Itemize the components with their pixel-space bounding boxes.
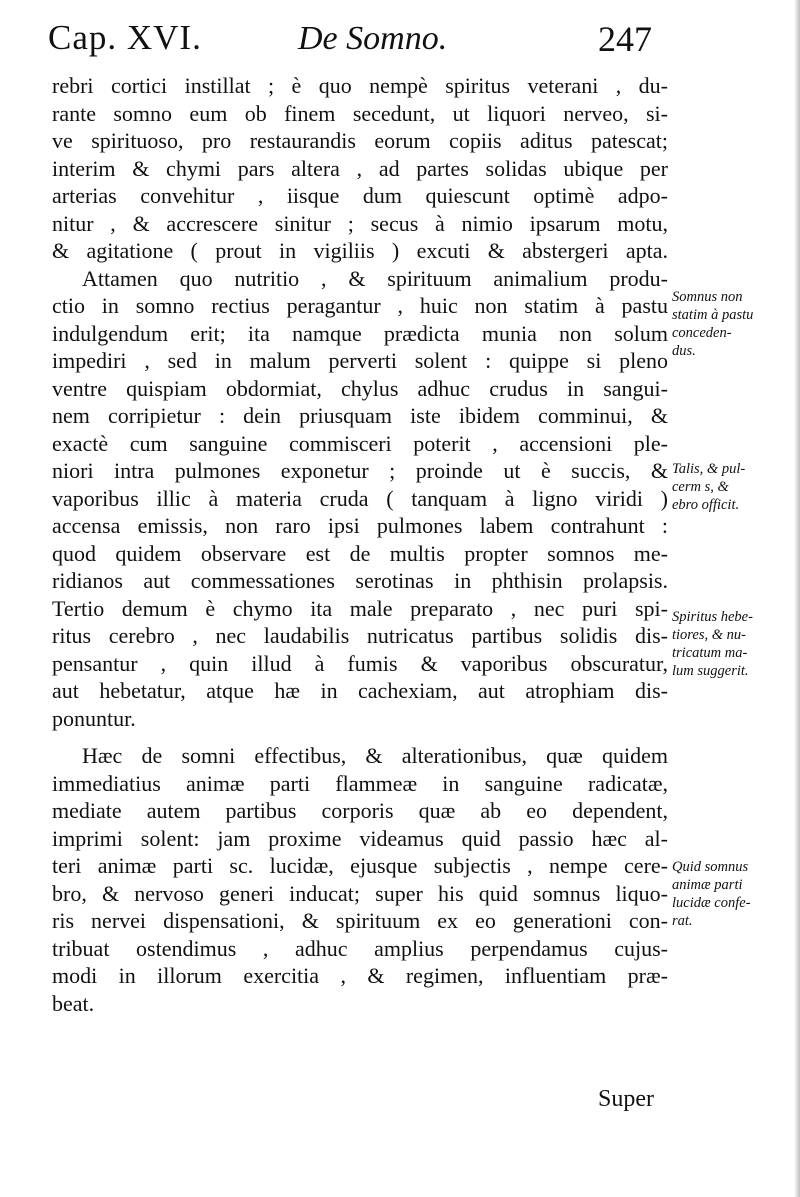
margin-note-line: tricatum ma- [672, 645, 748, 661]
margin-note-spiritus [672, 608, 796, 680]
text-line: teri animæ parti sc. lucidæ, ejusque subjectis , nempe cere- [52, 853, 668, 878]
main-text-block [52, 72, 668, 1017]
text-line: pensantur , quin illud à fumis & vaporibus obscuratur, [52, 650, 668, 676]
text-line: Tertio demum è chymo ita male preparato , nec puri spi- [52, 595, 668, 621]
margin-note-line: dus. [672, 343, 696, 359]
text-line: ridianos aut commessationes serotinas in phthisin prolapsis. [52, 568, 668, 593]
text-line: vaporibus illic à materia cruda ( tanquam à ligno viridi ) [52, 485, 668, 511]
text-line: ve spirituoso, pro restaurandis eorum copiis aditus patescat; [52, 128, 668, 153]
text-line: Attamen quo nutritio , & spirituum animalium produ- [82, 265, 668, 291]
text-line: impediri , sed in malum perverti solent : quippe si pleno [52, 348, 668, 373]
text-line: rebri cortici instillat ; è quo nempè spiritus veterani , du- [52, 73, 668, 98]
text-line: niori intra pulmones exponetur ; proinde ut è succis, & [52, 458, 668, 483]
text-line: ctio in somno rectius peragantur , huic non statim à pastu [52, 293, 668, 318]
text-line: ris nervei dispensationi, & spirituum ex eo generationi con- [52, 908, 668, 933]
margin-note-line: rat. [672, 913, 693, 929]
text-line: & agitatione ( prout in vigiliis ) excuti & abstergeri apta. [52, 238, 668, 263]
margin-note-line: conceden- [672, 325, 732, 341]
margin-note-line: Quid somnus [672, 859, 749, 875]
margin-note-line: Somnus non [672, 289, 743, 305]
text-line: aut hebetatur, atque hæ in cachexiam, aut atrophiam dis- [52, 678, 668, 703]
running-header [48, 18, 668, 68]
text-line: Hæc de somni effectibus, & alterationibus, quæ quidem [82, 743, 668, 768]
text-line: quod quidem observare est de multis propter somnos me- [52, 540, 668, 566]
margin-note-line: Talis, & pul- [672, 461, 746, 477]
margin-note-quid [672, 858, 796, 930]
catchword: Super [598, 1086, 654, 1112]
text-line: nitur , & accrescere sinitur ; secus à nimio ipsarum motu, [52, 210, 668, 236]
margin-note-somnus [672, 288, 796, 360]
margin-note-line: lum suggerit. [672, 663, 749, 679]
margin-note-line: statim à pastu [672, 307, 754, 323]
text-line: tribuat ostendimus , adhuc amplius perpendamus cujus- [52, 935, 668, 961]
chapter-label: Cap. XVI. [48, 18, 202, 57]
text-line: interim & chymi pars altera , ad partes solidas ubique per [52, 155, 668, 181]
margin-note-line: animæ parti [672, 877, 743, 893]
text-line: rante somno eum ob finem secedunt, ut liquori nerveo, si- [52, 100, 668, 126]
text-line: indulgendum erit; ita namque prædicta munia non solum [52, 320, 668, 346]
text-line: mediate autem partibus corporis quæ ab eo dependent, [52, 798, 668, 823]
margin-note-line: Spiritus hebe- [672, 609, 753, 625]
text-line: exactè cum sanguine commisceri poterit , accensioni ple- [52, 430, 668, 456]
text-line: accensa emissis, non raro ipsi pulmones labem contrahunt : [52, 513, 668, 538]
text-line: immediatius animæ parti flammeæ in sanguine radicatæ, [52, 770, 668, 796]
margin-note-line: lucidæ confe- [672, 895, 751, 911]
text-line: nem corripietur : dein priusquam iste ibidem comminui, & [52, 403, 668, 428]
margin-note-line: cerm s, & [672, 479, 729, 495]
text-line: beat. [52, 990, 95, 1016]
margin-note-line: ebro officit. [672, 497, 740, 513]
text-line: ponuntur. [52, 705, 136, 731]
running-title: De Somno. [298, 20, 448, 57]
text-line: bro, & nervoso generi inducat; super his quid somnus liquo- [52, 880, 668, 906]
text-line: modi in illorum exercitia , & regimen, influentiam præ- [52, 963, 668, 988]
margin-note-talis [672, 460, 796, 514]
margin-note-line: tiores, & nu- [672, 627, 746, 643]
page-number: 247 [598, 19, 652, 59]
page-edge-shadow [794, 0, 800, 1197]
text-line: ritus cerebro , nec laudabilis nutricatus partibus solidis dis- [52, 623, 668, 648]
text-line: arterias convehitur , iisque dum quiescunt optimè adpo- [52, 183, 668, 208]
text-line: imprimi solent: jam proxime videamus quid passio hæc al- [52, 825, 668, 851]
text-line: ventre quispiam obdormiat, chylus adhuc crudus in sangui- [52, 375, 668, 401]
